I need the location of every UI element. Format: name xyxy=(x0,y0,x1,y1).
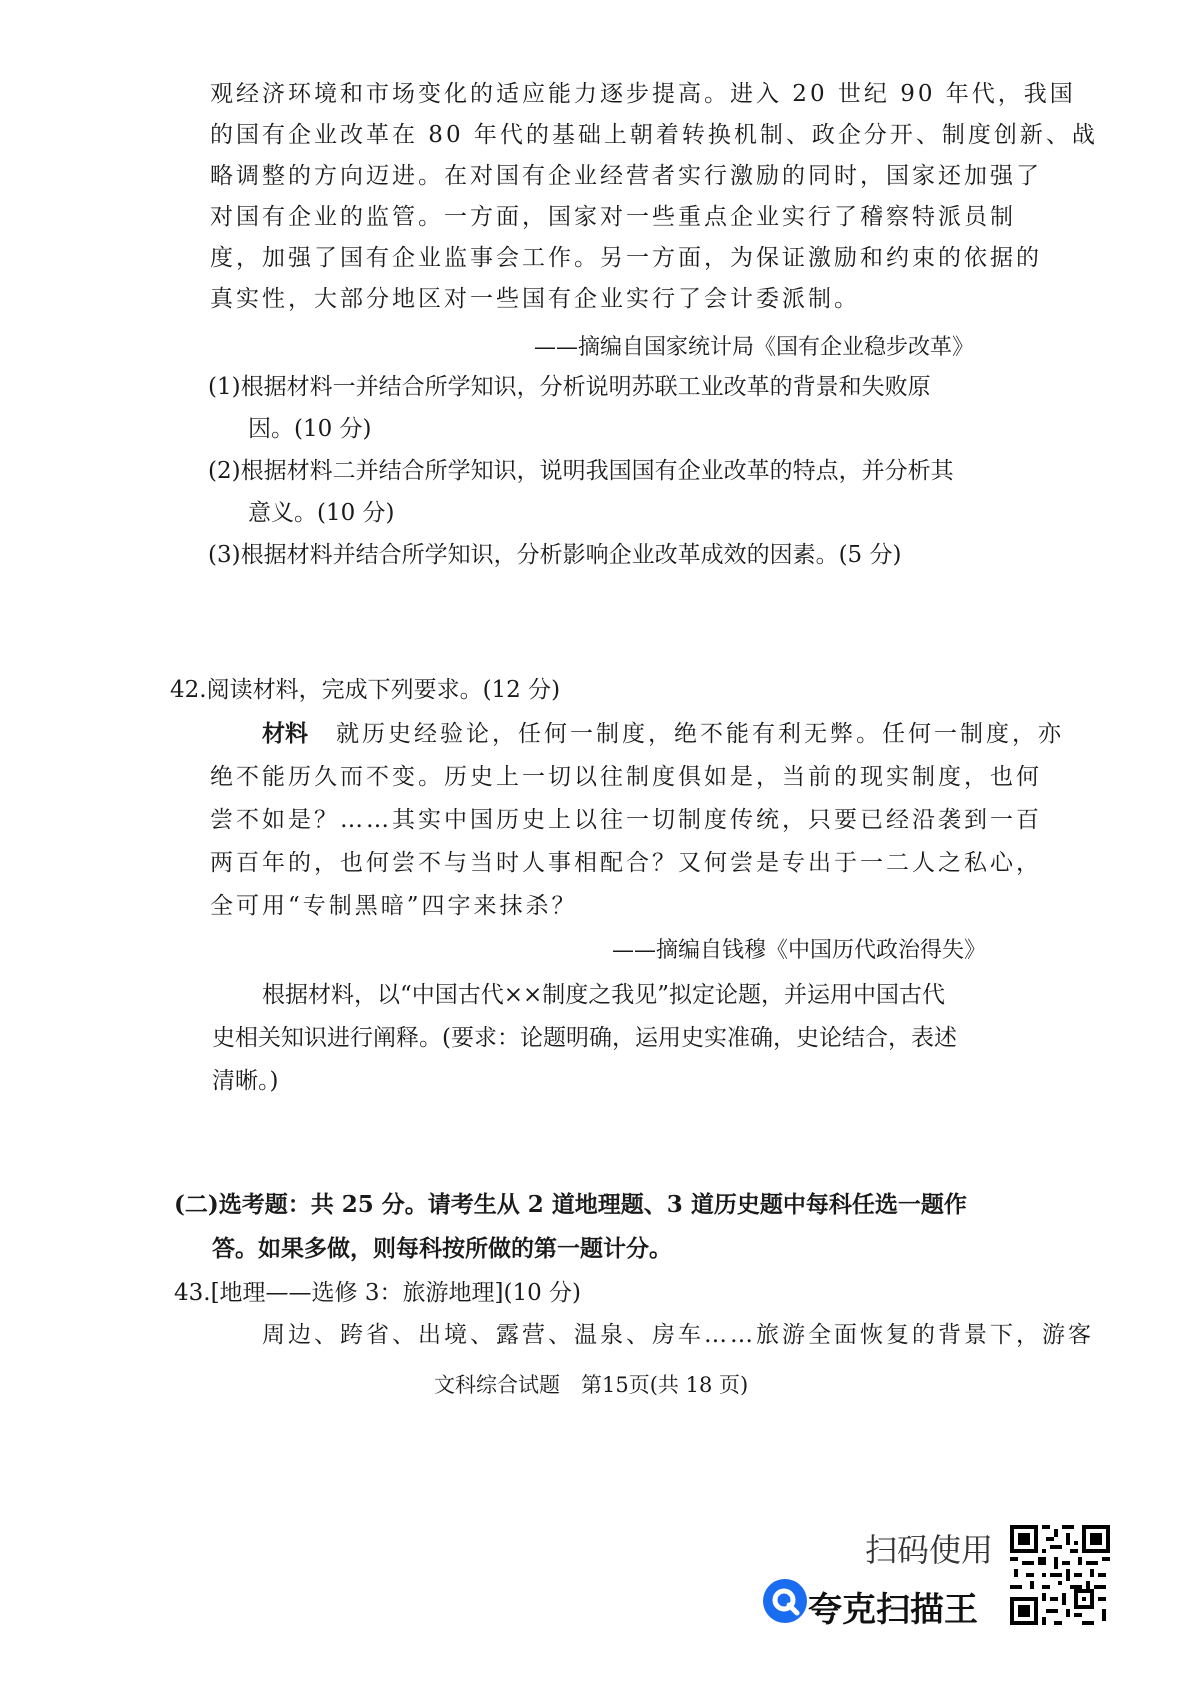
q43-line: 周边、跨省、出境、露营、温泉、房车……旅游全面恢复的背景下，游客 xyxy=(262,1322,1094,1348)
scan-label: 扫码使用 xyxy=(865,1531,994,1569)
q42-material-line: 尝不如是？……其实中国历史上以往一切制度传统，只要已经沿袭到一百 xyxy=(210,807,1042,833)
section2-heading-cont: 答。如果多做，则每科按所做的第一题计分。 xyxy=(212,1235,672,1262)
material2-line: 度，加强了国有企业监事会工作。另一方面，为保证激励和约束的依据的 xyxy=(210,245,1042,271)
material2-line: 的国有企业改革在 80 年代的基础上朝着转换机制、政企分开、制度创新、战 xyxy=(210,122,1098,148)
q42-material-line: 绝不能历久而不变。历史上一切以往制度俱如是，当前的现实制度，也何 xyxy=(210,764,1042,790)
material2-source: ——摘编自国家统计局《国有企业稳步改革》 xyxy=(534,335,975,360)
q41-sub1: (1)根据材料一并结合所学知识，分析说明苏联工业改革的背景和失败原 xyxy=(208,374,931,400)
q42-material-line: 全可用“专制黑暗”四字来抹杀？ xyxy=(210,893,578,919)
q42-material-label: 材料 xyxy=(262,720,308,747)
q41-sub3: (3)根据材料并结合所学知识，分析影响企业改革成效的因素。(5 分) xyxy=(208,542,902,568)
material2-line: 略调整的方向迈进。在对国有企业经营者实行激励的同时，国家还加强了 xyxy=(210,163,1042,189)
q42-heading: 42.阅读材料，完成下列要求。(12 分) xyxy=(170,677,561,703)
q42-task-line: 史相关知识进行阐释。(要求：论题明确，运用史实准确，史论结合，表述 xyxy=(212,1025,957,1051)
q42-source: ——摘编自钱穆《中国历代政治得失》 xyxy=(612,938,987,963)
section2-heading: (二)选考题：共 25 分。请考生从 2 道地理题、3 道历史题中每科任选一题作 xyxy=(174,1191,967,1218)
q41-sub2: (2)根据材料二并结合所学知识，说明我国国有企业改革的特点，并分析其 xyxy=(208,458,954,484)
material2-line: 观经济环境和市场变化的适应能力逐步提高。进入 20 世纪 90 年代，我国 xyxy=(210,81,1076,107)
scan-brand: 夸克扫描王 xyxy=(808,1590,978,1630)
material2-line: 真实性，大部分地区对一些国有企业实行了会计委派制。 xyxy=(210,286,860,312)
qr-code-icon[interactable] xyxy=(1010,1525,1110,1625)
page-footer: 文科综合试题 第15页(共 18 页) xyxy=(434,1373,749,1397)
q43-heading: 43.[地理——选修 3：旅游地理](10 分) xyxy=(174,1280,581,1306)
q41-sub2-cont: 意义。(10 分) xyxy=(248,500,395,526)
q42-task-line: 清晰。) xyxy=(212,1068,279,1094)
q42-material-line: 就历史经验论，任何一制度，绝不能有利无弊。任何一制度，亦 xyxy=(336,721,1064,747)
material2-line: 对国有企业的监管。一方面，国家对一些重点企业实行了稽察特派员制 xyxy=(210,204,1016,230)
q42-task-line: 根据材料，以“中国古代××制度之我见”拟定论题，并运用中国古代 xyxy=(262,982,946,1008)
q41-sub1-cont: 因。(10 分) xyxy=(248,416,372,442)
quark-logo-icon xyxy=(762,1578,808,1624)
q42-material-line: 两百年的，也何尝不与当时人事相配合？又何尝是专出于一二人之私心， xyxy=(210,850,1042,876)
